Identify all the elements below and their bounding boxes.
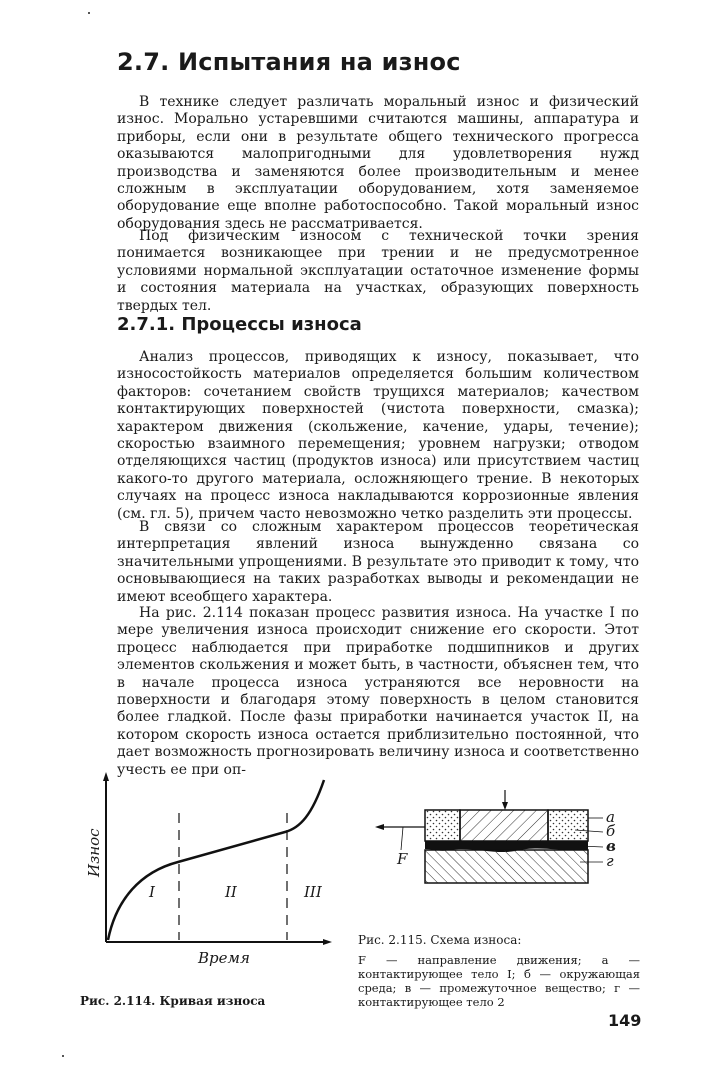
contact-body-1 bbox=[460, 810, 548, 841]
layer-label-b: б bbox=[606, 822, 616, 840]
figure-115-caption-text: F — направление движения; а — контактирующее тело I; б — окружающая среда; в — промежуточное вещество; г — контактирующее тело 2 bbox=[358, 953, 640, 1009]
figure-115-wear-scheme bbox=[375, 790, 616, 883]
region-label-3: III bbox=[304, 883, 322, 901]
section-title: 2.7. Испытания на износ bbox=[117, 48, 461, 76]
x-axis-arrow bbox=[323, 939, 332, 945]
scan-speck bbox=[62, 1055, 64, 1057]
load-arrow-head bbox=[502, 802, 508, 810]
force-leader bbox=[401, 827, 403, 850]
layer-label-v: в bbox=[606, 837, 616, 855]
figure-115-caption-title: Рис. 2.115. Схема износа: bbox=[358, 933, 522, 947]
figure-114-wear-curve bbox=[85, 772, 332, 967]
force-label: F bbox=[397, 850, 408, 868]
medium-left bbox=[425, 810, 460, 841]
region-label-2: II bbox=[225, 883, 237, 901]
motion-arrow-head bbox=[375, 824, 384, 830]
wear-curve bbox=[108, 780, 324, 940]
figure-114-caption: Рис. 2.114. Кривая износа bbox=[80, 994, 266, 1008]
contact-body-2 bbox=[425, 850, 588, 883]
layer-label-g: г bbox=[606, 852, 614, 870]
paragraph-wear-factors: Анализ процессов, приводящих к износу, показывает, что износостойкость материалов определяется большим количеством факторов: сочетанием свойств трущихся материалов; качеством контактирующих поверхностей (чистота поверхности, смазка); характером движения (скольжение, качение, удары, течение); скоростью взаимного перемещения; уровнем нагрузки; отводом отделяющихся частиц (продуктов износа) или присутствием частиц какого-то другого материала, осложняющего трение. В некоторых случаях на процесс износа накладываются коррозионные явления (см. гл. 5), причем часто невозможно четко разделить эти процессы. bbox=[117, 349, 639, 522]
subsection-title: 2.7.1. Процессы износа bbox=[117, 314, 362, 335]
scan-speck bbox=[88, 12, 90, 14]
region-label-1: I bbox=[149, 883, 155, 901]
y-axis-arrow bbox=[103, 772, 109, 781]
y-axis-label: Износ bbox=[85, 828, 103, 877]
paragraph-wear-process: На рис. 2.114 показан процесс развития износа. На участке I по мере увеличения износа происходит снижение его скорости. Этот процесс наблюдается при приработке подшипников и других элементов скольжения и может быть, в частности, объяснен тем, что в начале процесса износа устраняются все неровности на поверхности и благодаря этому поверхность в целом становится более гладкой. После фазы приработки начинается участок II, на котором скорость износа остается приблизительно постоянной, что дает возможность прогнозировать величину износа и соответственно учесть ее при оп- bbox=[117, 605, 639, 778]
paragraph-physical-wear: Под физическим износом с технической точки зрения понимается возникающее при трении и не предусмотренное условиями нормальной эксплуатации остаточное изменение формы и состояния материала на участках, образующих поверхность твердых тел. bbox=[117, 228, 639, 314]
page-number: 149 bbox=[608, 1011, 642, 1030]
layer-label-a: а bbox=[606, 808, 615, 826]
x-axis-label: Время bbox=[198, 949, 250, 967]
medium-right bbox=[548, 810, 588, 841]
paragraph-moral-wear: В технике следует различать моральный износ и физический износ. Морально устаревшими считаются машины, аппаратура и приборы, если они в результате общего технического прогресса оказываются малопригодными для удовлетворения нужд производства и заменяются более производительным и менее сложным в эксплуатации оборудованием, хотя заменяемое оборудование еще вполне работоспособно. Такой моральный износ оборудования здесь не рассматривается. bbox=[117, 94, 639, 232]
paragraph-theory: В связи со сложным характером процессов теоретическая интерпретация явлений износа вынужденно связана со значительными упрощениями. В результате это приводит к тому, что основывающиеся на таких разработках выводы и рекомендации не имеют всеобщего характера. bbox=[117, 519, 639, 605]
